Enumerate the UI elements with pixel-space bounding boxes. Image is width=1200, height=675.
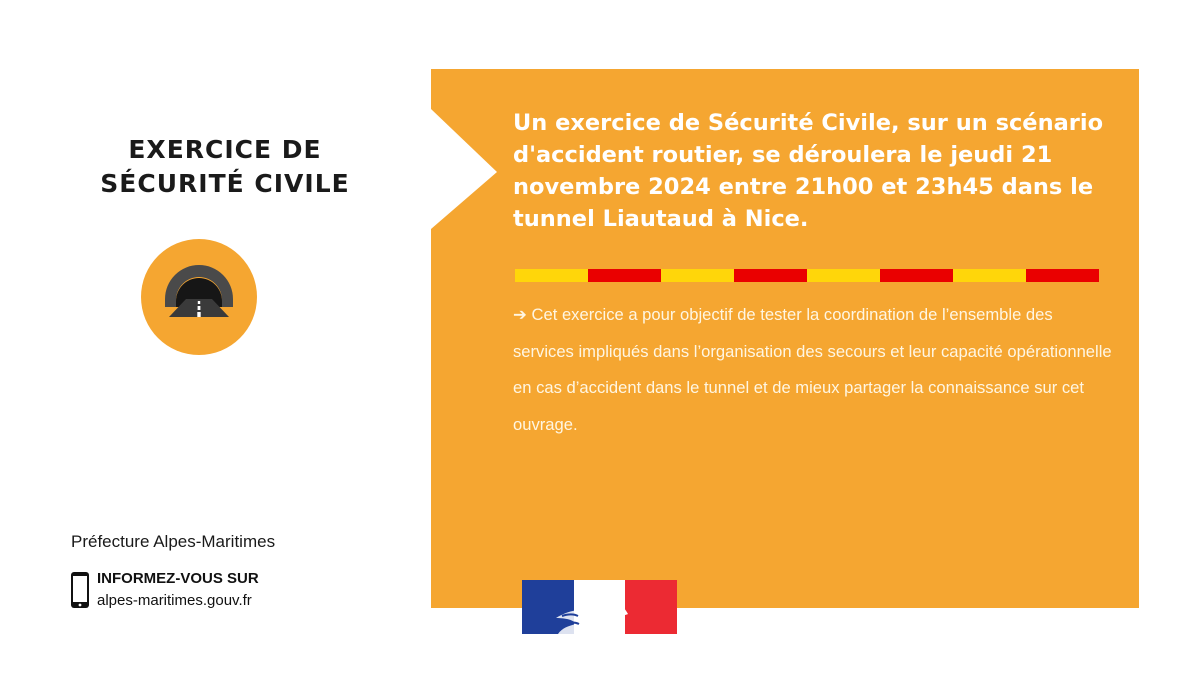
hazard-stripe [515,269,1099,282]
left-title [75,133,375,201]
prefecture-name: Préfecture Alpes-Maritimes [71,532,276,551]
panel-notch [431,69,501,239]
body-text: ➔ Cet exercice a pour objectif de tester la coordination de l’ensemble des services impliqués dans l’organisation des secours et leur capacité opérationnelle en cas d’accident dans le tunnel et de mieux partager la connaissance sur cet ouvrage. [513,305,1112,434]
headline: Un exercice de Sécurité Civile, sur un scénario d'accident routier, se déroulera le jeudi 21 novembre 2024 entre 21h00 et 23h45 dans le tunnel Liautaud à Nice. [513,110,1104,232]
tunnel-icon [141,239,257,355]
info-label: INFORMEZ-VOUS SUR [97,570,259,587]
left-title-line2: SÉCURITÉ CIVILE [100,169,350,198]
marianne-logo [522,580,677,634]
left-title-line1: EXERCICE DE [128,135,322,164]
phone-icon [70,571,90,609]
info-url[interactable]: alpes-maritimes.gouv.fr [97,592,252,609]
info-panel [431,69,1139,608]
